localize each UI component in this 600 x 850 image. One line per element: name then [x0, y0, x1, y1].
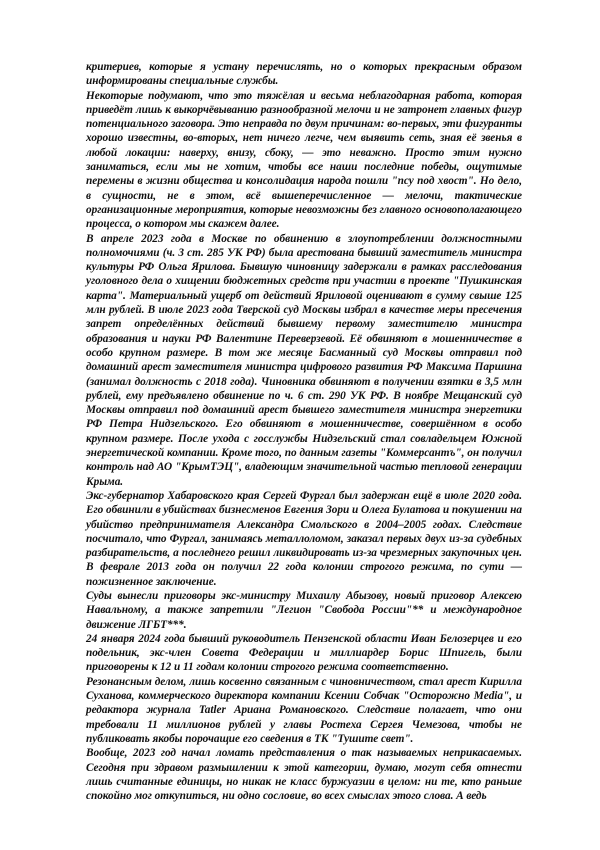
- paragraph-7: Резонансным делом, лишь косвенно связанным с чиновничеством, стал арест Кирилла Суханова, коммерческого директора компании Ксении Собчак "Осторожно Media", и редактора журнала Tatler Ариана Романовского. Следствие полагает, что они требовали 11 миллионов рублей у главы Ростеха Сергея Чемезова, чтобы не публиковать якобы порочащие его сведения в ТК "Тушите свет".: [86, 675, 522, 745]
- document-body: [86, 60, 522, 803]
- paragraph-5: Суды вынесли приговоры экс-министру Михаилу Абызову, новый приговор Алексею Навальному, а также запретили "Легион "Свобода России"** и международное движение ЛГБТ***.: [86, 589, 522, 631]
- paragraph-1: критериев, которые я устану перечислять, но о которых прекрасным образом информированы специальные службы.: [86, 61, 522, 88]
- paragraph-6: 24 января 2024 года бывший руководитель Пензенской области Иван Белозерцев и его подельник, экс-член Совета Федерации и миллиардер Борис Шпигель, были приговорены к 12 и 11 годам колонии строгого режима соответственно.: [86, 632, 522, 674]
- paragraph-2: Некоторые подумают, что это тяжёлая и весьма неблагодарная работа, которая приведёт лишь к выкорчёвыванию разнообразной мелочи и не затронет главных фигур потенциального заговора. Это неправда по двум причинам: во-первых, эти фигуранты хорошо известны, во-вторых, нет ничего легче, чем выявить сеть, зная её звенья в любой локации: наверху, внизу, сбоку, — это неважно. Просто этим нужно заниматься, если мы не хотим, чтобы все наши последние победы, ощутимые перемены в жизни общества и консолидация народа пошли "псу под хвост". Но дело, в сущности, не в этом, всё вышеперечисленное — мелочи, тактические организационные мероприятия, которые невозможны без главного основополагающего процесса, о котором мы скажем далее.: [86, 89, 522, 231]
- paragraph-4: Экс-губернатор Хабаровского края Сергей Фургал был задержан ещё в июле 2020 года. Его обвинили в убийствах бизнесменов Евгения Зори и Олега Булатова и покушении на убийство предпринимателя Александра Смольского в 2004–2005 годах. Следствие посчитало, что Фургал, занимаясь металлоломом, заказал первых двух из-за судебных разбирательств, а последнего решил ликвидировать из-за чрезмерных закупочных цен. В феврале 2013 года он получил 22 года колонии строгого режима, по сути — пожизненное заключение.: [86, 489, 522, 588]
- paragraph-8: Вообще, 2023 год начал ломать представления о так называемых неприкасаемых. Сегодня при здравом размышлении к этой категории, думаю, могут себя отнести лишь считанные единицы, но никак не класс буржуазии в целом: ни те, кто раньше спокойно мог откупиться, ни одно сословие, во всех смыслах этого слова. А ведь: [86, 747, 522, 803]
- paragraph-3: В апреле 2023 года в Москве по обвинению в злоупотреблении должностными полномочиями (ч. 3 ст. 285 УК РФ) была арестована бывший заместитель министра культуры РФ Ольга Ярилова. Бывшую чиновницу задержали в рамках расследования уголовного дела о хищении бюджетных средств при участии в проекте "Пушкинская карта". Материальный ущерб от действий Яриловой оценивают в сумму свыше 125 млн рублей. В июле 2023 года Тверской суд Москвы избрал в качестве меры пресечения запрет определённых действий бывшему первому заместителю министра образования и науки РФ Валентине Переверзевой. Её обвиняют в мошенничестве в особо крупном размере. В том же месяце Басманный суд Москвы отправил под домашний арест заместителя министра цифрового развития РФ Максима Паршина (занимал должность с 2018 года). Чиновника обвиняют в получении взятки в 3,5 млн рублей, ему предъявлено обвинение по ч. 6 ст. 290 УК РФ. В ноябре Мещанский суд Москвы отправил под домашний арест бывшего заместителя министра энергетики РФ Петра Нидзельского. Его обвиняют в мошенничестве, совершённом в особо крупном размере. После ухода с госслужбы Нидзельский стал совладельцем Южной энергетической компании. Кроме того, по данным газеты "Коммерсантъ", он получил контроль над АО "КрымТЭЦ", владеющим значительной частью тепловой генерации Крыма.: [86, 232, 522, 488]
